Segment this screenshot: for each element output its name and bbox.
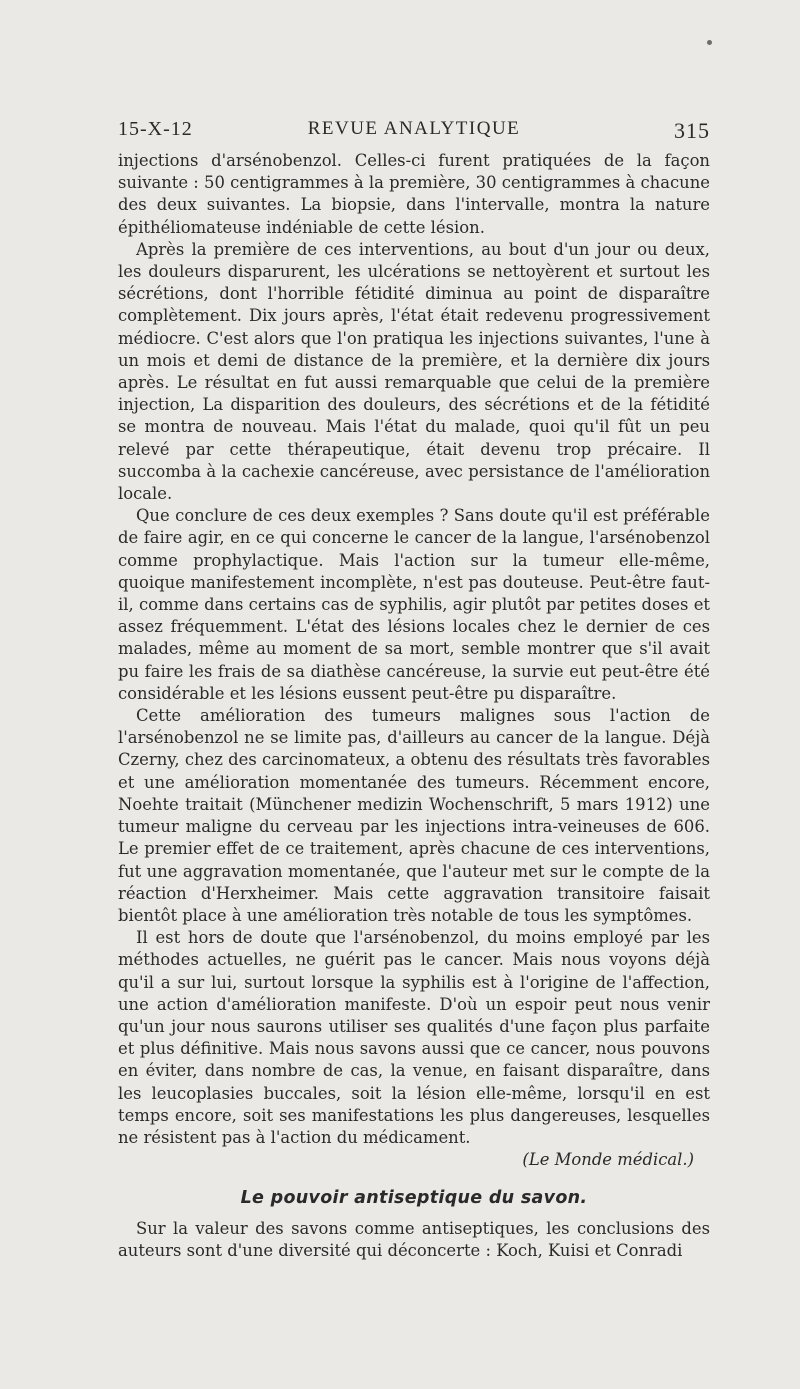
header-journal-title: REVUE ANALYTIQUE xyxy=(307,118,521,139)
paragraph: Après la première de ces interventions, au bout d'un jour ou deux, les douleurs disparurent, les ulcérations se nettoyèrent et surtout les sécrétions, dont l'horrible fétidité diminua au point de disparaître complètement. Dix jours après, l'état était redevenu progressivement médiocre. C'est alors que l'on pratiqua les injections suivantes, l'une à un mois et demi de distance de la première, et la dernière dix jours après. Le résultat en fut aussi remarquable que celui de la première injection, La disparition des douleurs, des sécrétions et de la fétidité se montra de nouveau. Mais l'état du malade, quoi qu'il fût un peu relevé par cette thérapeutique, était devenu trop précaire. Il succomba à la cachexie cancéreuse, avec persistance de l'amélioration locale. xyxy=(118,239,710,504)
ink-speck xyxy=(707,40,712,45)
paragraph: Sur la valeur des savons comme antiseptiques, les conclusions des auteurs sont d'une diversité qui déconcerte : Koch, Kuisi et Conradi xyxy=(118,1218,710,1260)
source-citation: (Le Monde médical.) xyxy=(522,1150,694,1170)
page-number: 315 xyxy=(674,118,710,143)
article-body xyxy=(118,150,710,1262)
section-title: Le pouvoir antiseptique du savon. xyxy=(240,1188,588,1209)
paragraph: Que conclure de ces deux exemples ? Sans doute qu'il est préférable de faire agir, en ce qui concerne le cancer de la langue, l'arsénobenzol comme prophylactique. Mais l'action sur la tumeur elle-même, quoique manifestement incomplète, n'est pas douteuse. Peut-être faut-il, comme dans certains cas de syphilis, agir plutôt par petites doses et assez fréquemment. L'état des lésions locales chez le dernier de ces malades, même au moment de sa mort, semble montrer que s'il avait pu faire les frais de sa diathèse cancéreuse, la survie eut peut-être été considérable et les lésions eussent peut-être pu disparaître. xyxy=(118,506,710,703)
paragraph: Cette amélioration des tumeurs malignes sous l'action de l'arsénobenzol ne se limite pas, d'ailleurs au cancer de la langue. Déjà Czerny, chez des carcinomateux, a obtenu des résultats très favorables et une amélioration momentanée des tumeurs. Récemment encore, Noehte traitait (Münchener medizin Wochenschrift, 5 mars 1912) une tumeur maligne du cerveau par les injections intra-veineuses de 606. Le premier effet de ce traitement, après chacune de ces interventions, fut une aggravation momentanée, que l'auteur met sur le compte de la réaction d'Herxheimer. Mais cette aggravation transitoire faisait bientôt place à une amélioration très notable de tous les symptômes. xyxy=(118,706,710,925)
running-header xyxy=(118,118,710,146)
paragraph: Il est hors de doute que l'arsénobenzol, du moins employé par les méthodes actuelles, ne guérit pas le cancer. Mais nous voyons déjà qu'il a sur lui, surtout lorsque la syphilis est à l'origine de l'affection, une action d'amélioration manifeste. D'où un espoir peut nous venir qu'un jour nous saurons utiliser ses qualités d'une façon plus parfaite et plus définitive. Mais nous savons aussi que ce cancer, nous pouvons en éviter, dans nombre de cas, la venue, en faisant disparaître, dans les leucoplasies buccales, soit la lésion elle-même, lorsqu'il en est temps encore, soit ses manifestations les plus dangereuses, lesquelles ne résistent pas à l'action du médicament. xyxy=(118,928,710,1147)
header-date: 15-X-12 xyxy=(118,118,193,140)
paragraph: injections d'arsénobenzol. Celles-ci furent pratiquées de la façon suivante : 50 centigrammes à la première, 30 centigrammes à chacune des deux suivantes. La biopsie, dans l'intervalle, montra la nature épithéliomateuse indéniable de cette lésion. xyxy=(118,151,710,237)
